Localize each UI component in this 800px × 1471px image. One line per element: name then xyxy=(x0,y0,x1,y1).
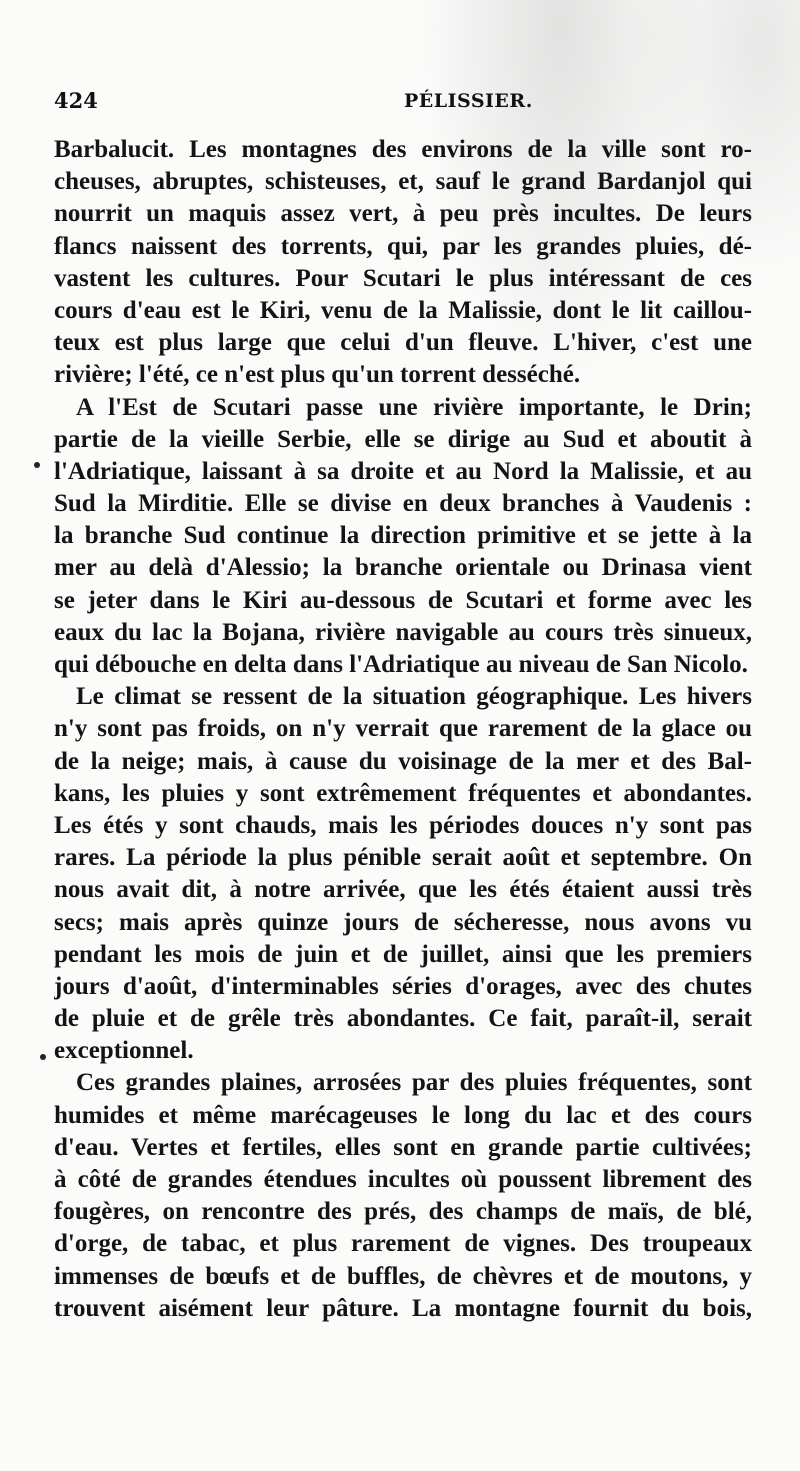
text-line: secs; mais après quinze jours de sécheresse, nous avons vu xyxy=(54,908,752,936)
text-line: nous avait dit, à notre arrivée, que les étés étaient aussi très xyxy=(54,876,752,904)
text-line: de la neige; mais, à cause du voisinage de la mer et des Bal- xyxy=(54,747,752,775)
text-line: rares. La période la plus pénible serait août et septembre. On xyxy=(54,844,752,872)
text-line: rivière; l'été, ce n'est plus qu'un torrent desséché. xyxy=(54,361,581,389)
text-line: exceptionnel. xyxy=(54,1037,194,1065)
text-line: Barbalucit. Les montagnes des environs de la ville sont ro- xyxy=(54,136,752,163)
running-head: PÉLISSIER. xyxy=(404,90,533,112)
text-line: à côté de grandes étendues incultes où poussent librement des xyxy=(54,1166,752,1193)
text-line: cheuses, abruptes, schisteuses, et, sauf le grand Bardanjol qui xyxy=(54,168,752,196)
page-header xyxy=(54,88,754,120)
margin-mark xyxy=(40,1054,46,1060)
page-number: 424 xyxy=(54,88,98,113)
text-line: immenses de bœufs et de buffles, de chèvres et de moutons, y xyxy=(54,1262,752,1290)
text-line: Ces grandes plaines, arrosées par des pluies fréquentes, sont xyxy=(76,1069,752,1097)
margin-mark xyxy=(34,462,40,468)
text-line: qui débouche en delta dans l'Adriatique au niveau de San Nicolo. xyxy=(54,651,748,678)
text-line: A l'Est de Scutari passe une rivière importante, le Drin; xyxy=(76,393,752,421)
text-line: eaux du lac la Bojana, rivière navigable au cours très sinueux, xyxy=(54,618,752,646)
text-line: la branche Sud continue la direction primitive et se jette à la xyxy=(54,522,752,550)
text-line: kans, les pluies y sont extrêmement fréquentes et abondantes. xyxy=(54,779,752,807)
text-line: se jeter dans le Kiri au-dessous de Scutari et forme avec les xyxy=(54,586,752,614)
text-line: n'y sont pas froids, on n'y verrait que rarement de la glace ou xyxy=(54,715,752,743)
text-line: mer au delà d'Alessio; la branche orientale ou Drinasa vient xyxy=(54,554,752,582)
text-line: Les étés y sont chauds, mais les périodes douces n'y sont pas xyxy=(54,811,752,839)
text-line: Le climat se ressent de la situation géographique. Les hivers xyxy=(76,683,752,711)
text-line: humides et même marécageuses le long du lac et des cours xyxy=(54,1101,752,1129)
text-line: Sud la Mirditie. Elle se divise en deux branches à Vaudenis : xyxy=(54,490,752,518)
text-line: d'orge, de tabac, et plus rarement de vignes. Des troupeaux xyxy=(54,1230,752,1258)
text-line: de pluie et de grêle très abondantes. Ce fait, paraît-il, serait xyxy=(54,1005,752,1033)
text-line: l'Adriatique, laissant à sa droite et au Nord la Malissie, et au xyxy=(54,457,752,485)
text-line: cours d'eau est le Kiri, venu de la Malissie, dont le lit caillou- xyxy=(54,296,752,324)
text-line: d'eau. Vertes et fertiles, elles sont en grande partie cultivées; xyxy=(54,1133,752,1161)
text-line: nourrit un maquis assez vert, à peu près incultes. De leurs xyxy=(54,200,752,228)
text-line: flancs naissent des torrents, qui, par les grandes pluies, dé- xyxy=(54,232,752,260)
text-line: trouvent aisément leur pâture. La montagne fournit du bois, xyxy=(54,1294,752,1322)
text-line: jours d'août, d'interminables séries d'orages, avec des chutes xyxy=(54,972,752,1000)
text-line: pendant les mois de juin et de juillet, ainsi que les premiers xyxy=(54,940,752,968)
text-line: fougères, on rencontre des prés, des champs de maïs, de blé, xyxy=(54,1198,752,1226)
text-line: teux est plus large que celui d'un fleuve. L'hiver, c'est une xyxy=(54,329,752,357)
text-line: partie de la vieille Serbie, elle se dirige au Sud et aboutit à xyxy=(54,425,752,453)
body-text xyxy=(54,134,752,1325)
text-line: vastent les cultures. Pour Scutari le plus intéressant de ces xyxy=(54,264,752,292)
